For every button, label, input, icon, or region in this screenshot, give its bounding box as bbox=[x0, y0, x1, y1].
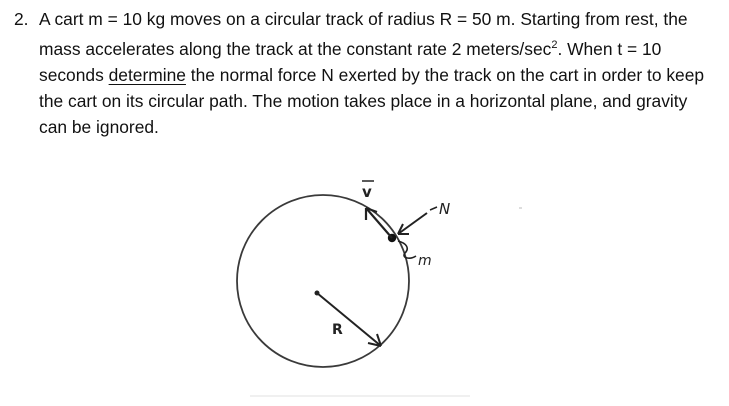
mass-label: m bbox=[418, 253, 432, 269]
underlined-word: determine bbox=[108, 64, 186, 85]
radius-arrow bbox=[317, 293, 381, 346]
problem-text-part2: . When t = 10 seconds bbox=[39, 38, 662, 85]
normal-force-arrow bbox=[398, 213, 427, 234]
radius-label: R bbox=[332, 322, 343, 338]
normal-force-label: N bbox=[439, 200, 451, 218]
velocity-label: v bbox=[362, 183, 372, 201]
exponent: 2 bbox=[551, 39, 558, 51]
problem-text-part1: A cart m = 10 kg moves on a circular track of radius R = 50 m. Starting from rest, the mass accelerates along the track at the constant rate 2 meters/sec bbox=[39, 9, 688, 59]
velocity-arrow bbox=[366, 208, 392, 238]
problem-text-part3: the normal force N exerted by the track on the cart in order to keep the cart on its circular path. The motion takes place in a horizontal plane, and gravity can be ignored. bbox=[39, 64, 705, 137]
problem-number: 2. bbox=[14, 9, 29, 29]
normal-force-tick bbox=[430, 207, 437, 210]
track-circle bbox=[237, 195, 409, 367]
